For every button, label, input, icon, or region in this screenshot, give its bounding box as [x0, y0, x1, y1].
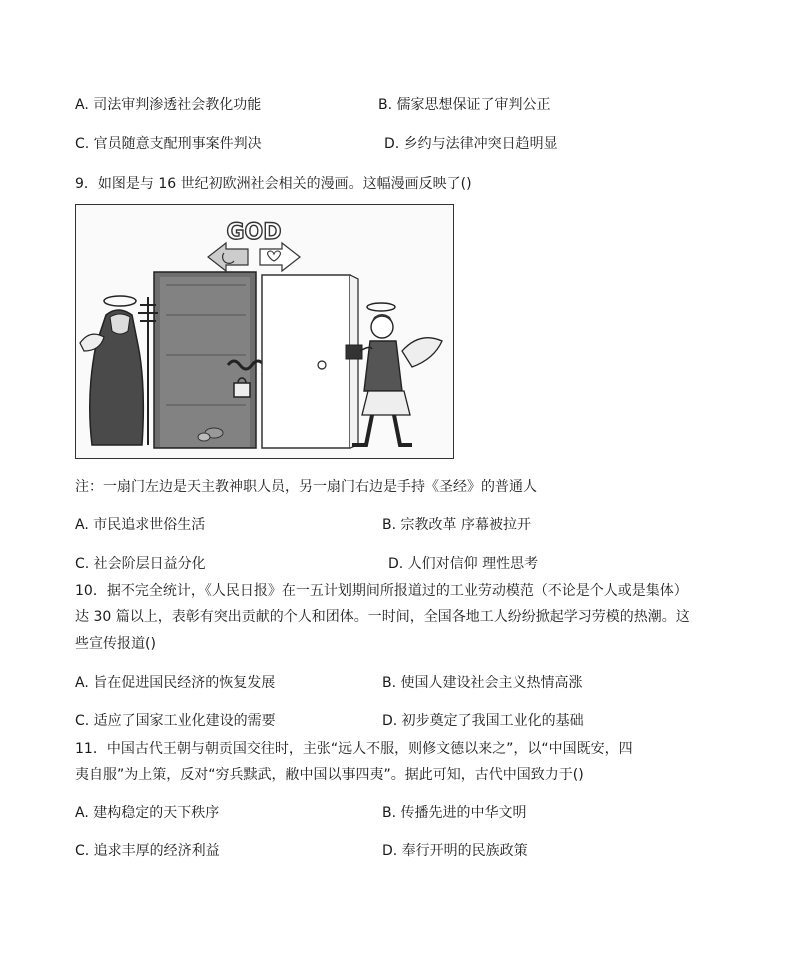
q11-option-a: A. 建构稳定的天下秩序 — [75, 805, 220, 821]
q10-stem-line3: 些宣传报道() — [75, 636, 156, 652]
q9-option-d: D. 人们对信仰 理性思考 — [388, 556, 539, 572]
q9-stem: 9．如图是与 16 世纪初欧洲社会相关的漫画。这幅漫画反映了() — [75, 176, 472, 192]
q11-stem-line1: 11．中国古代王朝与朝贡国交往时，主张“远人不服，则修文德以来之”，以“中国既安，四 — [75, 741, 633, 757]
cartoon-god-text: GOD — [226, 220, 282, 245]
q9-option-b: B. 宗教改革 序幕被拉开 — [382, 517, 531, 533]
q10-option-c: C. 适应了国家工业化建设的需要 — [75, 713, 276, 729]
q10-stem-line1: 10．据不完全统计，《人民日报》在一五计划期间所报道过的工业劳动模范（不论是个人或是集体） — [75, 583, 688, 599]
q9-note: 注：一扇门左边是天主教神职人员，另一扇门右边是手持《圣经》的普通人 — [75, 479, 537, 495]
cartoon-figure — [75, 204, 454, 459]
q8-option-a: A. 司法审判渗透社会教化功能 — [75, 97, 262, 113]
q9-option-a: A. 市民追求世俗生活 — [75, 517, 206, 533]
q10-option-a: A. 旨在促进国民经济的恢复发展 — [75, 675, 276, 691]
q11-option-c: C. 追求丰厚的经济利益 — [75, 843, 220, 859]
q11-option-d: D. 奉行开明的民族政策 — [382, 843, 528, 859]
q11-option-b: B. 传播先进的中华文明 — [382, 805, 527, 821]
q10-option-b: B. 使国人建设社会主义热情高涨 — [382, 675, 583, 691]
q10-option-d: D. 初步奠定了我国工业化的基础 — [382, 713, 584, 729]
q8-option-b: B. 儒家思想保证了审判公正 — [378, 97, 551, 113]
q8-option-c: C. 官员随意支配刑事案件判决 — [75, 136, 262, 152]
q9-option-c: C. 社会阶层日益分化 — [75, 556, 206, 572]
q8-option-d: D. 乡约与法律冲突日趋明显 — [384, 136, 558, 152]
q10-stem-line2: 达 30 篇以上，表彰有突出贡献的个人和团体。一时间，全国各地工人纷纷掀起学习劳模的热潮。这 — [75, 609, 690, 625]
q11-stem-line2: 夷自服”为上策，反对“穷兵黩武，敝中国以事四夷”。据此可知，古代中国致力于() — [75, 767, 584, 783]
